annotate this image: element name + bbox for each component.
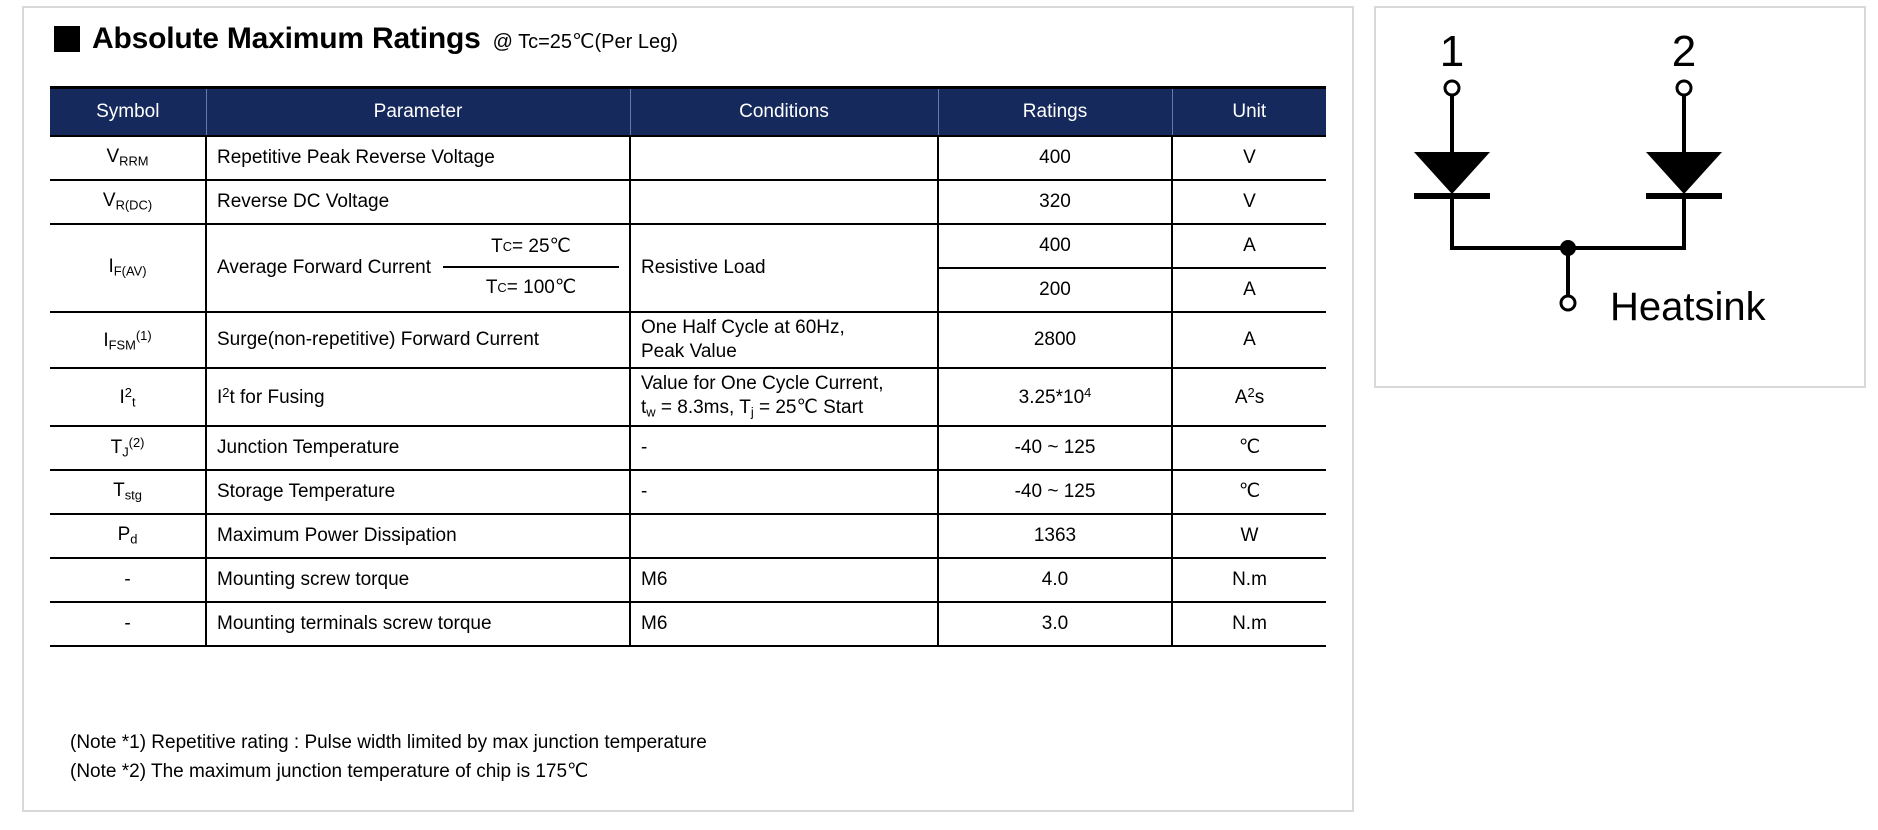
symbol-subscript: stg [124, 487, 142, 503]
conditions-line-2: Peak Value [641, 340, 737, 362]
pulse-width-subscript: w [646, 405, 656, 421]
cell-conditions: Resistive Load [630, 224, 938, 312]
symbol-base: I [119, 386, 125, 408]
cell-conditions [630, 312, 938, 369]
parameter-prefix: I [217, 386, 223, 408]
junction-subscript: j [750, 405, 754, 421]
conditions-line-1: One Half Cycle at 60Hz, [641, 316, 845, 338]
cell-parameter: Mounting screw torque [206, 558, 630, 602]
symbol-subscript: RRM [119, 153, 149, 169]
cell-rating: 3.0 [938, 602, 1172, 646]
terminal-2-label: 2 [1671, 27, 1697, 76]
symbol-footnote-marker: (1) [135, 327, 152, 343]
cell-rating: 320 [938, 180, 1172, 224]
cell-symbol: - [50, 602, 206, 646]
conditions-line-2 [641, 396, 927, 421]
parameter-label: Average Forward Current [217, 256, 432, 278]
section-title [54, 22, 678, 56]
cell-conditions [630, 136, 938, 180]
column-header-symbol: Symbol [50, 88, 206, 136]
cell-unit: A [1172, 268, 1326, 312]
cell-unit: N.m [1172, 602, 1326, 646]
footnote-2: (Note *2) The maximum junction temperature of chip is 175℃ [70, 761, 589, 783]
cell-rating: 400 [938, 136, 1172, 180]
conditions-mid-text: = 8.3ms, T [655, 397, 751, 419]
symbol-subscript: R(DC) [115, 197, 153, 213]
parameter-superscript: 2 [222, 384, 230, 400]
cell-unit: ℃ [1172, 426, 1326, 470]
cell-unit: V [1172, 136, 1326, 180]
table-header-row [50, 88, 1326, 136]
diode-1-body-icon [1414, 152, 1490, 194]
conditions-line-1: Value for One Cycle Current, [641, 373, 884, 395]
symbol-subscript: FSM [108, 337, 136, 353]
symbol-base: I [103, 329, 109, 351]
section-title-text: Absolute Maximum Ratings [92, 22, 481, 55]
conditions-end-text: = 25℃ Start [753, 397, 864, 419]
heatsink-node [1561, 296, 1575, 310]
tc-symbol: T [491, 235, 503, 257]
tc-subscript: C [502, 239, 513, 254]
symbol-base: V [102, 190, 116, 212]
parameter-suffix: t for Fusing [229, 386, 325, 408]
cell-symbol [50, 136, 206, 180]
cell-parameter: Repetitive Peak Reverse Voltage [206, 136, 630, 180]
cell-unit: V [1172, 180, 1326, 224]
unit-suffix: s [1254, 386, 1265, 408]
cell-symbol: - [50, 558, 206, 602]
cell-parameter: Mounting terminals screw torque [206, 602, 630, 646]
tc-value: = 100℃ [506, 277, 577, 298]
unit-prefix: A [1234, 386, 1248, 408]
cell-unit: ℃ [1172, 470, 1326, 514]
cell-parameter: Reverse DC Voltage [206, 180, 630, 224]
table-row [50, 224, 1326, 268]
symbol-base: V [106, 146, 120, 168]
terminal-1-label: 1 [1439, 27, 1465, 76]
symbol-base: P [117, 524, 131, 546]
cell-unit: N.m [1172, 558, 1326, 602]
column-header-parameter: Parameter [206, 88, 630, 136]
cell-conditions [630, 180, 938, 224]
terminal-1-node [1445, 81, 1459, 95]
cell-conditions [630, 368, 938, 425]
symbol-subscript: t [131, 394, 136, 410]
footnote-1: (Note *1) Repetitive rating : Pulse width limited by max junction temperature [70, 732, 707, 753]
cell-parameter [206, 224, 630, 312]
cell-symbol [50, 312, 206, 369]
symbol-base: T [113, 480, 125, 502]
dual-diode-schematic [1376, 8, 1864, 386]
cell-conditions: M6 [630, 558, 938, 602]
parameter-split-group [217, 228, 619, 308]
cell-rating: 400 [938, 224, 1172, 268]
cell-parameter [206, 368, 630, 425]
table-row [50, 470, 1326, 514]
case-temperature-25c [443, 228, 619, 268]
symbol-base: T [110, 437, 123, 459]
table-row [50, 136, 1326, 180]
section-title-condition: @ Tc=25℃(Per Leg) [492, 31, 678, 53]
terminal-2-node [1677, 81, 1691, 95]
cell-symbol [50, 514, 206, 558]
table-row [50, 426, 1326, 470]
table-row [50, 602, 1326, 646]
cell-rating [938, 368, 1172, 425]
symbol-superscript: 2 [124, 384, 132, 400]
cell-parameter: Maximum Power Dissipation [206, 514, 630, 558]
tc-symbol: T [485, 276, 498, 298]
case-temperature-group [443, 228, 619, 308]
table-row [50, 180, 1326, 224]
cell-parameter: Storage Temperature [206, 470, 630, 514]
cell-symbol [50, 180, 206, 224]
cell-rating: -40 ~ 125 [938, 470, 1172, 514]
case-temperature-100c [443, 268, 619, 308]
cell-unit: A [1172, 312, 1326, 369]
symbol-subscript: d [130, 531, 138, 547]
cell-rating: 4.0 [938, 558, 1172, 602]
column-header-conditions: Conditions [630, 88, 938, 136]
diode-2-body-icon [1646, 152, 1722, 194]
square-bullet-icon [54, 26, 80, 52]
cell-rating: -40 ~ 125 [938, 426, 1172, 470]
pulse-width-symbol: t [641, 397, 647, 419]
cell-parameter: Junction Temperature [206, 426, 630, 470]
cell-unit [1172, 368, 1326, 425]
cell-rating: 200 [938, 268, 1172, 312]
heatsink-label: Heatsink [1610, 285, 1766, 329]
cell-symbol [50, 224, 206, 312]
cell-unit: A [1172, 224, 1326, 268]
rating-exponent: 4 [1084, 384, 1092, 400]
symbol-subscript: F(AV) [113, 263, 147, 279]
tc-subscript: C [497, 280, 507, 295]
cell-rating: 1363 [938, 514, 1172, 558]
tc-value: = 25℃ [512, 236, 571, 257]
table-row [50, 368, 1326, 425]
symbol-subscript: J [122, 444, 129, 460]
cell-symbol [50, 368, 206, 425]
cell-conditions: M6 [630, 602, 938, 646]
circuit-diagram-panel [1374, 6, 1866, 388]
cell-conditions: - [630, 470, 938, 514]
cell-symbol [50, 470, 206, 514]
column-header-unit: Unit [1172, 88, 1326, 136]
cell-unit: W [1172, 514, 1326, 558]
ratings-panel [22, 6, 1354, 812]
table-row [50, 312, 1326, 369]
unit-exponent: 2 [1247, 384, 1255, 400]
cell-conditions [630, 514, 938, 558]
symbol-footnote-marker: (2) [128, 435, 145, 451]
cell-symbol [50, 426, 206, 470]
rating-mantissa: 3.25*10 [1018, 386, 1085, 408]
table-row [50, 558, 1326, 602]
symbol-base: I [108, 256, 114, 278]
absolute-maximum-ratings-table [50, 86, 1326, 647]
footnotes [70, 728, 707, 787]
column-header-ratings: Ratings [938, 88, 1172, 136]
cell-rating: 2800 [938, 312, 1172, 369]
cell-conditions: - [630, 426, 938, 470]
cell-parameter: Surge(non-repetitive) Forward Current [206, 312, 630, 369]
table-row [50, 514, 1326, 558]
